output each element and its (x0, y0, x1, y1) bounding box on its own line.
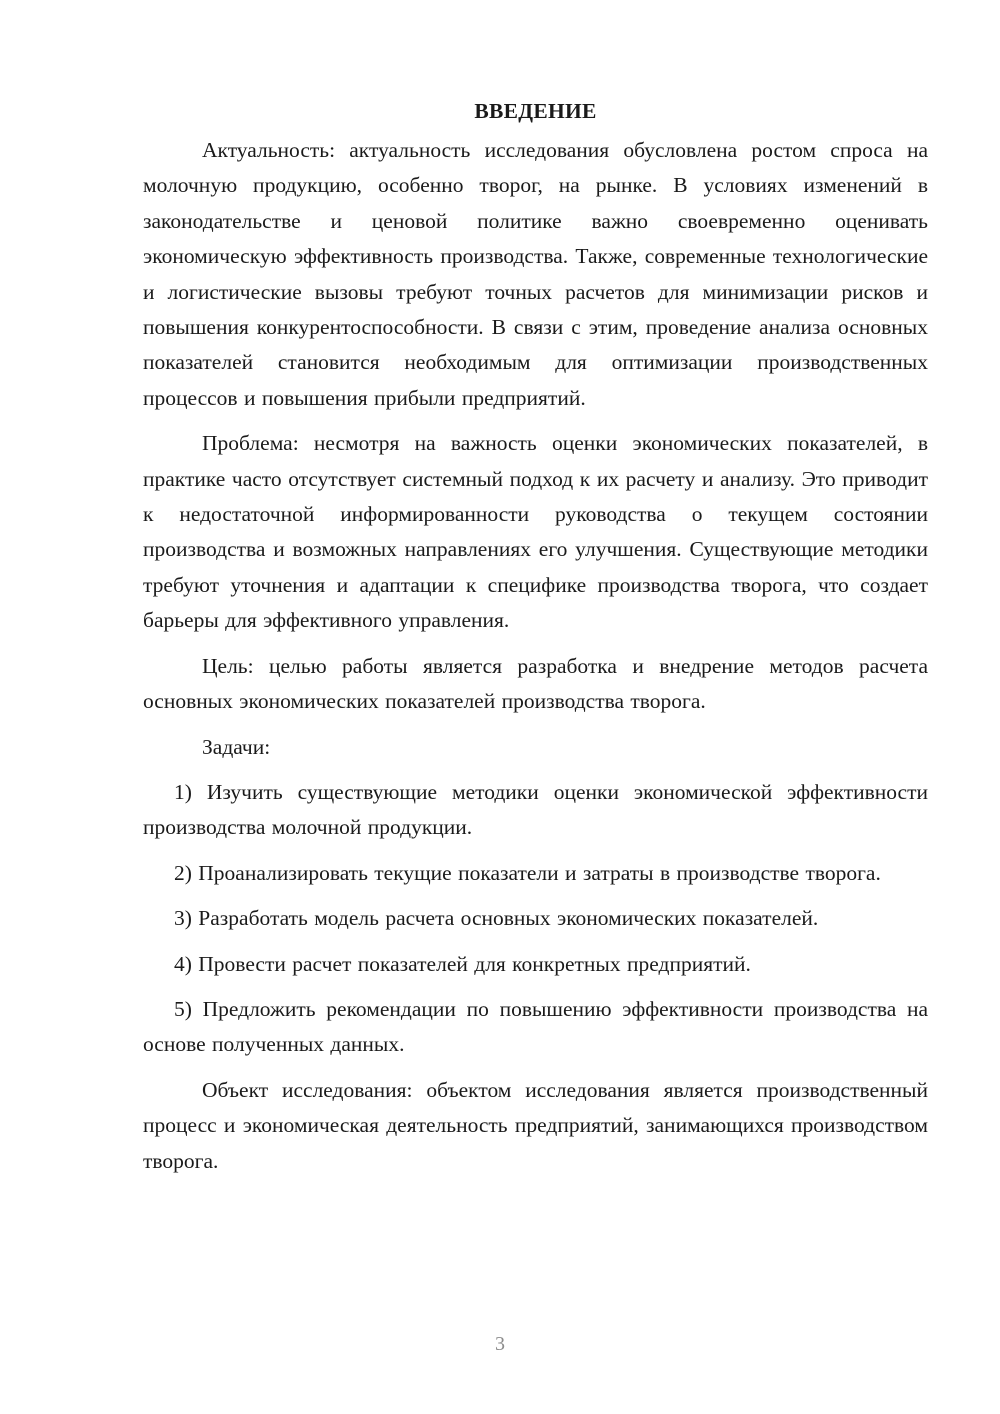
page-number: 3 (495, 1333, 505, 1355)
task-item-3: 3) Разработать модель расчета основных экономических показателей. (174, 906, 819, 931)
task-item-4: 4) Провести расчет показателей для конкретных предприятий. (174, 951, 751, 976)
task-item-2: 2) Проанализировать текущие показатели и затраты в производстве творога. (174, 860, 881, 885)
document-page (143, 94, 928, 1179)
goal-paragraph: Цель: целью работы является разработка и внедрение методов расчета основных экономических показателей производства творога. (143, 653, 928, 714)
problem-paragraph: Проблема: несмотря на важность оценки экономических показателей, в практике часто отсутствует системный подход к их расчету и анализу. Это приводит к недостаточной информированности руководства о текущем состоянии производства и возможных направлениях его улучшения. Существующие методики требуют уточнения и адаптации к специфике производства творога, что создает барьеры для эффективного управления. (143, 431, 928, 633)
task-item-1: 1) Изучить существующие методики оценки экономической эффективности производства молочной продукции. (143, 779, 928, 840)
object-paragraph: Объект исследования: объектом исследования является производственный процесс и экономическая деятельность предприятий, занимающихся производством творога. (143, 1077, 928, 1173)
relevance-paragraph: Актуальность: актуальность исследования обусловлена ростом спроса на молочную продукцию, особенно творог, на рынке. В условиях изменений в законодательстве и ценовой политике важно своевременно оценивать экономическую эффективность производства. Также, современные технологические и логистические вызовы требуют точных расчетов для минимизации рисков и повышения конкурентоспособности. В связи с этим, проведение анализа основных показателей становится необходимым для оптимизации производственных процессов и повышения прибыли предприятий. (143, 138, 928, 410)
page-title: ВВЕДЕНИЕ (474, 99, 597, 123)
tasks-heading: Задачи: (202, 734, 271, 759)
task-item-5: 5) Предложить рекомендации по повышению эффективности производства на основе полученных данных. (143, 996, 928, 1057)
